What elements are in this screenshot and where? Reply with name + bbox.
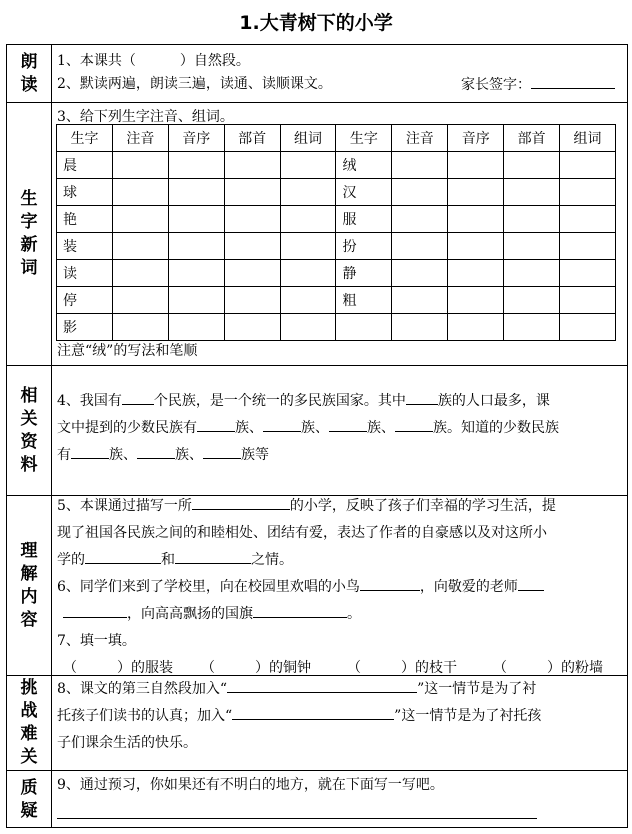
text: 。	[347, 606, 361, 622]
row-divider	[7, 770, 627, 771]
label-char: 内	[20, 586, 38, 607]
new-chars-table	[56, 124, 616, 341]
answer-cell[interactable]	[168, 152, 224, 179]
answer-cell[interactable]	[504, 260, 560, 287]
answer-cell[interactable]	[392, 233, 448, 260]
answer-cell[interactable]	[280, 260, 336, 287]
table-row	[57, 179, 616, 206]
answer-cell[interactable]	[112, 260, 168, 287]
char-cell: 晨	[57, 152, 113, 179]
char-cell	[336, 314, 392, 341]
label-char: 相	[20, 385, 38, 406]
reading-content	[57, 48, 621, 96]
answer-cell[interactable]	[280, 152, 336, 179]
text: 族、	[109, 447, 137, 463]
text: 族、	[367, 420, 395, 436]
label-char: 资	[20, 431, 38, 452]
blank[interactable]	[137, 442, 175, 459]
text: 族等	[241, 447, 269, 463]
text: 文中提到的少数民族有	[57, 420, 197, 436]
answer-cell[interactable]	[560, 314, 616, 341]
blank[interactable]	[203, 442, 241, 459]
table-row	[57, 233, 616, 260]
answer-cell[interactable]	[392, 206, 448, 233]
answer-cell[interactable]	[224, 152, 280, 179]
text: 学的	[57, 552, 85, 568]
label-char: 关	[20, 747, 38, 767]
label-question	[7, 771, 51, 829]
answer-cell[interactable]	[168, 206, 224, 233]
blank[interactable]	[175, 547, 251, 564]
text: 个民族，是一个统一的多民族国家。其中	[153, 393, 406, 409]
answer-cell[interactable]	[504, 206, 560, 233]
answer-cell[interactable]	[224, 233, 280, 260]
answer-cell[interactable]	[448, 233, 504, 260]
text: 之情。	[251, 552, 293, 568]
answer-cell[interactable]	[224, 260, 280, 287]
answer-cell[interactable]	[392, 152, 448, 179]
answer-cell[interactable]	[280, 206, 336, 233]
text: ）的枝干	[401, 660, 457, 676]
answer-cell[interactable]	[168, 179, 224, 206]
blank[interactable]	[406, 388, 438, 405]
answer-cell[interactable]	[392, 260, 448, 287]
paragraph-count-blank[interactable]	[136, 48, 180, 65]
answer-cell[interactable]	[280, 287, 336, 314]
column-header: 部首	[504, 125, 560, 152]
char-cell: 服	[336, 206, 392, 233]
label-char: 关	[20, 408, 38, 429]
answer-cell[interactable]	[504, 179, 560, 206]
answer-cell[interactable]	[168, 260, 224, 287]
text: 族。知道的少数民族	[433, 420, 559, 436]
answer-cell[interactable]	[112, 179, 168, 206]
column-header: 生字	[57, 125, 113, 152]
blank[interactable]	[122, 388, 154, 405]
column-header: 注音	[392, 125, 448, 152]
label-char: 理	[20, 540, 38, 561]
answer-cell[interactable]	[504, 152, 560, 179]
parent-signature	[461, 72, 615, 97]
answer-cell[interactable]	[560, 179, 616, 206]
text: 7、填一填。	[57, 633, 136, 649]
text: ）的服装	[117, 660, 173, 676]
table-row	[57, 206, 616, 233]
blank[interactable]	[232, 703, 394, 720]
text: ）的铜钟	[255, 660, 311, 676]
answer-cell[interactable]	[560, 206, 616, 233]
column-header: 音序	[168, 125, 224, 152]
label-char: 料	[20, 454, 38, 475]
new-chars-note: 注意“绒”的写法和笔顺	[57, 343, 198, 359]
text: 和	[161, 552, 175, 568]
text: 6、同学们来到了学校里，向在校园里欢唱的小鸟	[57, 579, 360, 595]
blank[interactable]	[192, 493, 290, 510]
label-char: 字	[20, 212, 38, 232]
char-cell: 影	[57, 314, 113, 341]
column-header: 注音	[112, 125, 168, 152]
answer-cell[interactable]	[560, 233, 616, 260]
answer-cell[interactable]	[280, 179, 336, 206]
text: 托孩子们读书的认真；加入“	[57, 708, 233, 724]
char-cell: 静	[336, 260, 392, 287]
char-cell: 绒	[336, 152, 392, 179]
answer-cell[interactable]	[168, 287, 224, 314]
answer-cell[interactable]	[112, 206, 168, 233]
blank[interactable]	[518, 574, 544, 591]
label-char: 朗	[20, 51, 38, 72]
text: 9、通过预习，你如果还有不明白的地方，就在下面写一写吧。	[57, 777, 444, 793]
table-row	[57, 260, 616, 287]
text: 族的人口最多，课	[437, 393, 550, 409]
table-row	[57, 152, 616, 179]
reading-line2: 2、默读两遍，朗读三遍，读通、读顺课文。	[57, 76, 332, 92]
blank[interactable]	[253, 601, 347, 618]
answer-cell[interactable]	[392, 287, 448, 314]
challenge-content	[57, 676, 621, 757]
label-char: 疑	[20, 801, 38, 821]
answer-cell[interactable]	[112, 287, 168, 314]
text: 4、我国有	[57, 393, 122, 409]
table-row	[57, 314, 616, 341]
answer-cell[interactable]	[392, 314, 448, 341]
answer-cell[interactable]	[112, 233, 168, 260]
answer-cell[interactable]	[448, 206, 504, 233]
char-cell: 装	[57, 233, 113, 260]
table-row	[57, 287, 616, 314]
label-char: 战	[20, 701, 38, 721]
answer-cell[interactable]	[448, 260, 504, 287]
label-column-divider	[51, 45, 52, 827]
answer-cell[interactable]	[112, 152, 168, 179]
answer-cell[interactable]	[280, 233, 336, 260]
text: 的小学，反映了孩子们幸福的学习生活，提	[289, 498, 556, 514]
answer-cell[interactable]	[224, 206, 280, 233]
answer-cell[interactable]	[448, 314, 504, 341]
answer-cell[interactable]	[504, 233, 560, 260]
blank[interactable]	[263, 415, 301, 432]
char-cell: 汉	[336, 179, 392, 206]
char-cell: 停	[57, 287, 113, 314]
label-char: 词	[20, 258, 38, 278]
paren: （	[201, 660, 215, 676]
answer-cell[interactable]	[168, 233, 224, 260]
char-cell: 艳	[57, 206, 113, 233]
answer-cell[interactable]	[224, 287, 280, 314]
signature-blank[interactable]	[531, 72, 615, 89]
text: ”这一情节是为了衬托孩	[394, 708, 542, 724]
label-related	[7, 366, 51, 495]
text: ）的粉墙	[547, 660, 603, 676]
char-cell: 球	[57, 179, 113, 206]
text: ，向敬爱的老师	[419, 579, 518, 595]
text: 有	[57, 447, 71, 463]
row-divider	[7, 102, 627, 103]
answer-cell[interactable]	[504, 314, 560, 341]
answer-cell[interactable]	[280, 314, 336, 341]
answer-cell[interactable]	[224, 314, 280, 341]
row-divider	[7, 365, 627, 366]
answer-cell[interactable]	[448, 179, 504, 206]
new-chars-instruction: 3、给下列生字注音、组词。	[57, 109, 234, 125]
label-char: 难	[20, 724, 38, 744]
text: 族、	[301, 420, 329, 436]
blank[interactable]	[227, 676, 417, 693]
reading-line1-end: ）自然段。	[179, 53, 250, 69]
blank[interactable]	[360, 574, 420, 591]
table-header-row	[57, 125, 616, 152]
text: 5、本课通过描写一所	[57, 498, 192, 514]
blank[interactable]	[85, 547, 161, 564]
understanding-content	[57, 493, 621, 682]
label-new-chars	[7, 103, 51, 365]
text: ”这一情节是为了衬	[417, 681, 537, 697]
answer-cell[interactable]	[560, 152, 616, 179]
reading-line1-start: 1、本课共（	[57, 53, 136, 69]
label-char: 容	[20, 609, 38, 630]
answer-cell[interactable]	[560, 260, 616, 287]
text: 现了祖国各民族之间的和睦相处、团结有爱，表达了作者的自豪感以及对这所小	[57, 525, 547, 541]
column-header: 组词	[560, 125, 616, 152]
label-understanding	[7, 496, 51, 675]
char-cell: 读	[57, 260, 113, 287]
label-char: 挑	[20, 678, 38, 698]
answer-cell[interactable]	[112, 314, 168, 341]
text: 8、课文的第三自然段加入“	[57, 681, 228, 697]
answer-cell[interactable]	[168, 314, 224, 341]
label-char: 解	[20, 563, 38, 584]
label-char: 质	[20, 778, 38, 798]
text: ，向高高飘扬的国旗	[127, 606, 253, 622]
paren: （	[493, 660, 507, 676]
text: 子们课余生活的快乐。	[57, 735, 197, 751]
signature-label: 家长签字：	[461, 77, 531, 93]
answer-cell[interactable]	[448, 152, 504, 179]
paren: （	[63, 660, 77, 676]
answer-cell[interactable]	[392, 179, 448, 206]
answer-cell[interactable]	[448, 287, 504, 314]
label-reading	[7, 45, 51, 102]
answer-cell[interactable]	[560, 287, 616, 314]
question-content	[57, 772, 621, 829]
paren: （	[347, 660, 361, 676]
column-header: 组词	[280, 125, 336, 152]
blank[interactable]	[71, 442, 109, 459]
new-chars-note-row	[57, 339, 621, 363]
page-title: 1.大青树下的小学	[239, 12, 393, 34]
label-char: 新	[20, 235, 38, 255]
column-header: 生字	[336, 125, 392, 152]
blank[interactable]	[63, 601, 127, 618]
answer-cell[interactable]	[224, 179, 280, 206]
answer-cell[interactable]	[504, 287, 560, 314]
label-char: 生	[20, 189, 38, 209]
label-challenge	[7, 676, 51, 770]
column-header: 部首	[224, 125, 280, 152]
label-char: 读	[20, 74, 38, 95]
blank[interactable]	[395, 415, 433, 432]
blank[interactable]	[329, 415, 367, 432]
char-cell: 粗	[336, 287, 392, 314]
blank[interactable]	[197, 415, 235, 432]
related-content	[57, 388, 621, 469]
answer-line[interactable]	[57, 799, 537, 819]
char-cell: 扮	[336, 233, 392, 260]
text: 族、	[235, 420, 263, 436]
text: 族、	[175, 447, 203, 463]
column-header: 音序	[448, 125, 504, 152]
